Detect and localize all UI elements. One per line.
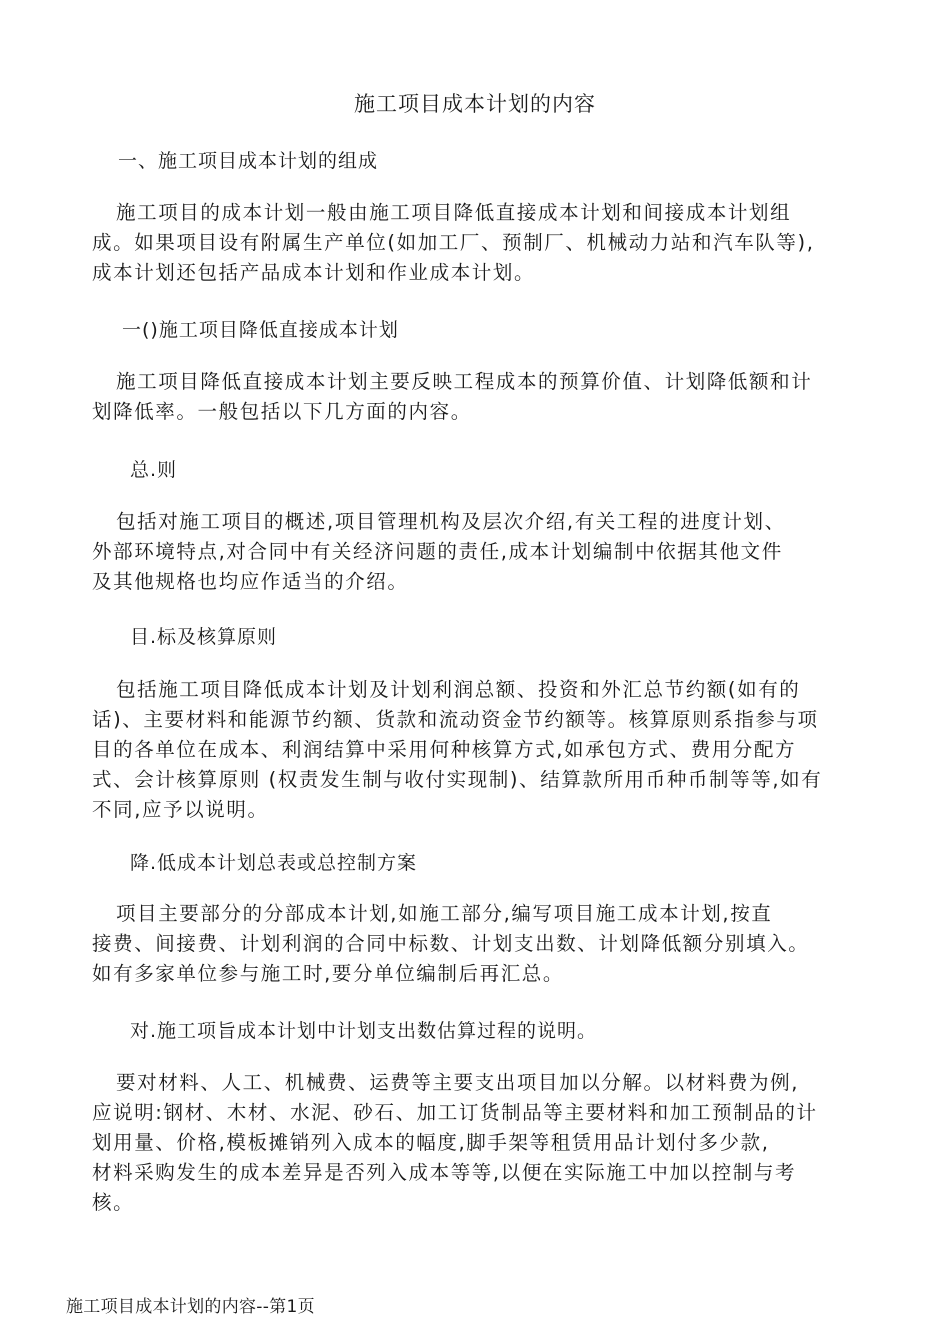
paragraph-estimation bbox=[92, 1068, 872, 1218]
page-footer: 施工项目成本计划的内容--第1页 bbox=[66, 1297, 315, 1317]
item-heading-estimation: 对.施工项旨成本计划中计划支出数估算过程的说明。 bbox=[130, 1020, 598, 1042]
paragraph-line: 话)、主要材料和能源节约额、货款和流动资金节约额等。核算原则系指参与项 bbox=[92, 708, 819, 731]
item-heading-summary-table: 降.低成本计划总表或总控制方案 bbox=[130, 852, 418, 874]
paragraph-line: 成本计划还包括产品成本计划和作业成本计划。 bbox=[92, 261, 536, 284]
paragraph-line: 成。如果项目设有附属生产单位(如加工厂、预制厂、机械动力站和汽车队等), bbox=[92, 231, 815, 254]
paragraph-line: 施工项目降低直接成本计划主要反映工程成本的预算价值、计划降低额和计 bbox=[116, 370, 813, 393]
paragraph-line: 包括施工项目降低成本计划及计划利润总额、投资和外汇总节约额(如有的 bbox=[116, 678, 801, 701]
paragraph-line: 接费、间接费、计划利润的合同中标数、计划支出数、计划降低额分别填入。 bbox=[92, 932, 810, 955]
paragraph-line: 核。 bbox=[92, 1191, 135, 1214]
paragraph-line: 如有多家单位参与施工时,要分单位编制后再汇总。 bbox=[92, 962, 564, 985]
paragraph-line: 不同,应予以说明。 bbox=[92, 798, 269, 821]
paragraph-composition bbox=[92, 198, 872, 288]
paragraph-line: 应说明:钢材、木材、水泥、砂石、加工订货制品等主要材料和加工预制品的计 bbox=[92, 1101, 818, 1124]
paragraph-line: 外部环境特点,对合同中有关经济问题的责任,成本计划编制中依据其他文件 bbox=[92, 540, 783, 563]
item-heading-general: 总.则 bbox=[130, 459, 178, 481]
paragraph-line: 项目主要部分的分部成本计划,如施工部分,编写项目施工成本计划,按直 bbox=[116, 902, 773, 925]
section-heading: 一、施工项目成本计划的组成 bbox=[118, 150, 379, 172]
paragraph-line: 划降低率。一般包括以下几方面的内容。 bbox=[92, 400, 472, 423]
paragraph-targets bbox=[92, 675, 872, 825]
paragraph-general bbox=[92, 507, 872, 597]
paragraph-line: 划用量、价格,模板摊销列入成本的幅度,脚手架等租赁用品计划付多少款, bbox=[92, 1131, 770, 1154]
paragraph-line: 施工项目的成本计划一般由施工项目降低直接成本计划和间接成本计划组 bbox=[116, 201, 792, 224]
paragraph-line: 目的各单位在成本、利润结算中采用何种核算方式,如承包方式、费用分配方 bbox=[92, 738, 797, 761]
subsection-heading: 一()施工项目降低直接成本计划 bbox=[122, 319, 399, 341]
paragraph-direct-cost bbox=[92, 367, 872, 427]
item-heading-targets: 目.标及核算原则 bbox=[130, 626, 278, 648]
page-title: 施工项目成本计划的内容 bbox=[354, 92, 596, 116]
paragraph-line: 式、会计核算原则 (权责发生制与收付实现制)、结算款所用币种币制等等,如有 bbox=[92, 768, 823, 791]
paragraph-line: 材料采购发生的成本差异是否列入成本等等,以便在实际施工中加以控制与考 bbox=[92, 1161, 797, 1184]
paragraph-line: 包括对施工项目的概述,项目管理机构及层次介绍,有关工程的进度计划、 bbox=[116, 510, 786, 533]
paragraph-line: 要对材料、人工、机械费、运费等主要支出项目加以分解。以材料费为例, bbox=[116, 1071, 799, 1094]
paragraph-summary-table bbox=[92, 899, 872, 989]
paragraph-line: 及其他规格也均应作适当的介绍。 bbox=[92, 570, 409, 593]
